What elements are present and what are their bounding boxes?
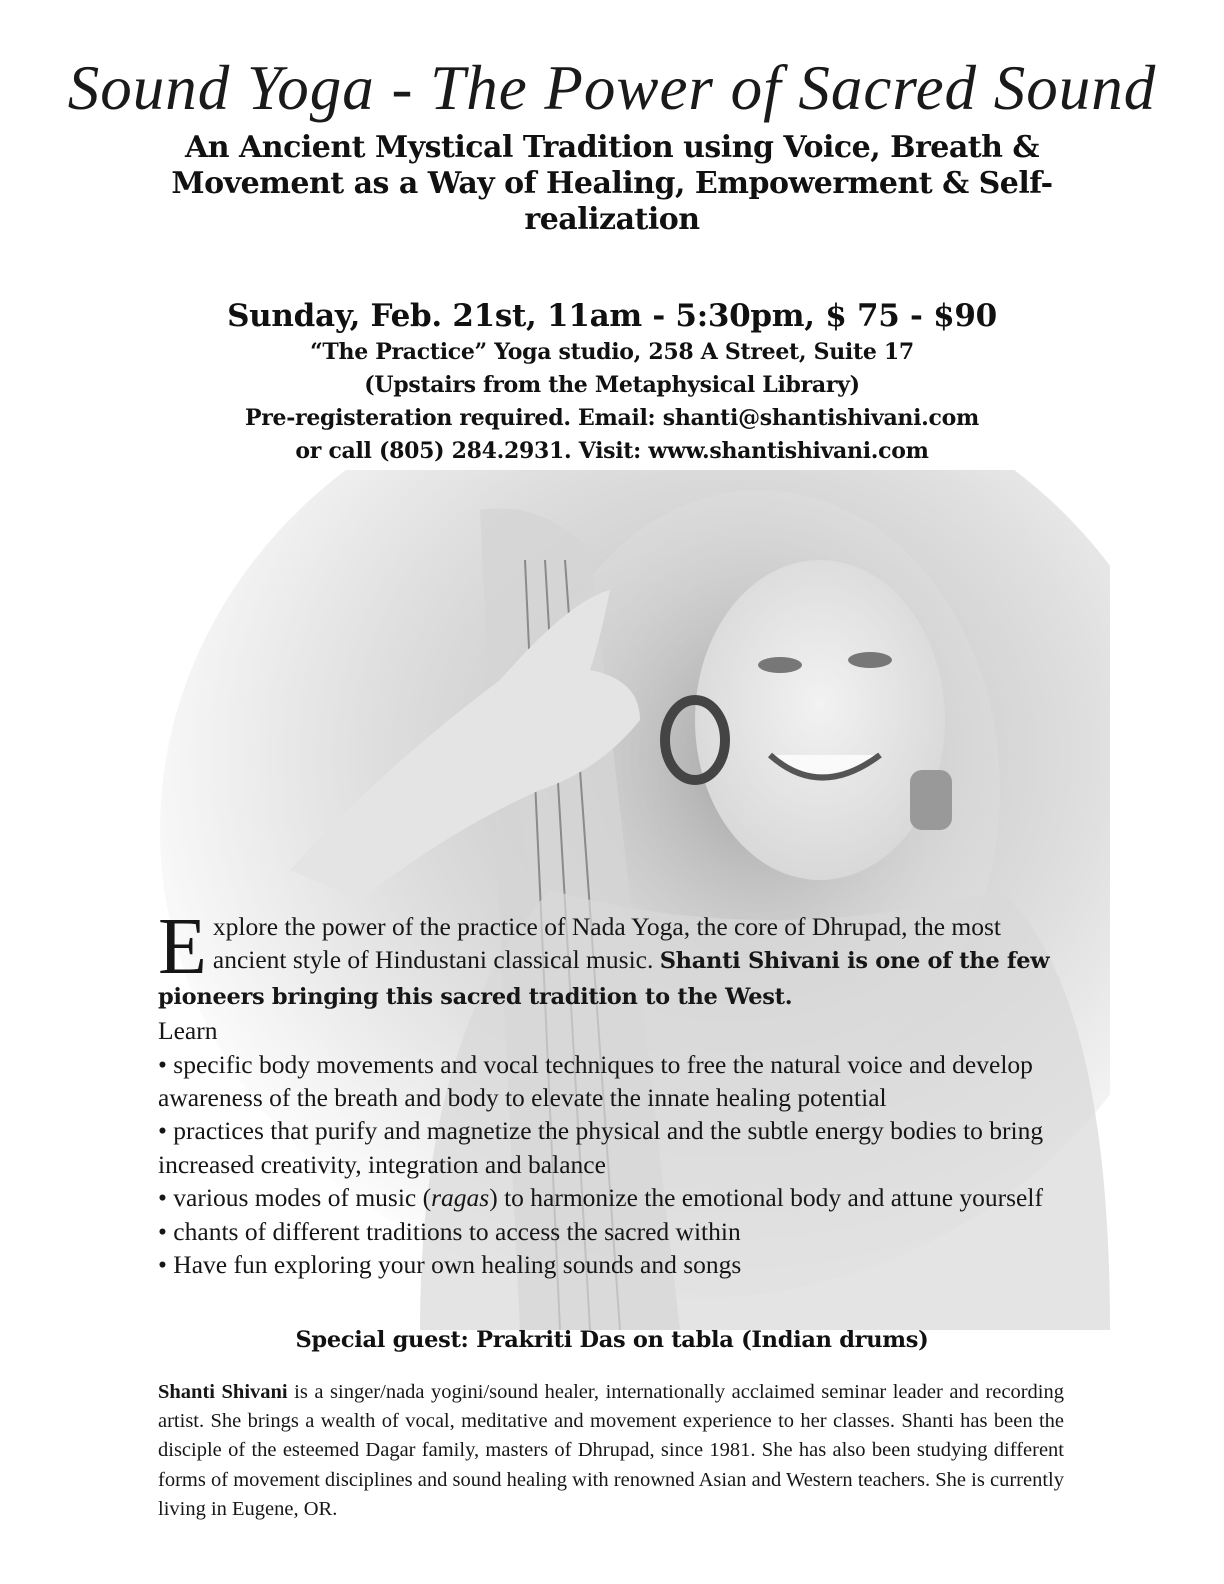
event-venue: “The Practice” Yoga studio, 258 A Street, Suite 17 [310,339,914,365]
event-registration: Pre-registeration required. Email: shanti@shantishivani.com [245,405,979,431]
event-info [0,296,1224,468]
bullet-text: ) to harmonize the emotional body and attune yourself [489,1183,1043,1213]
bullet-item: • Have fun exploring your own healing sounds and songs [158,1250,742,1280]
subtitle-line-2: Movement as a Way of Healing, Empowerment & Self- [171,166,1053,201]
flyer-subtitle [120,130,1104,238]
bullet-item: • chants of different traditions to access the sacred within [158,1216,741,1246]
ragas-term: ragas [431,1183,490,1213]
learn-heading: Learn [158,1016,218,1046]
bio-text: is a singer/nada yogini/sound healer, internationally acclaimed seminar leader and recording artist. She brings a wealth of vocal, meditative and movement experience to her classes. Shanti has been the disciple of the esteemed Dagar family, masters of Dhrupad, since 1981. She has also been studying different forms of movement disciplines and sound healing with renowned Asian and Western teachers. She is currently living in Eugene, OR. [158,1381,1065,1520]
bio-paragraph [158,1378,1064,1524]
intro-text: xplore the power of the practice of Nada Yoga, the core of Dhrupad, the most ancient style of Hindustani classical music. [212,912,1001,975]
event-date: Sunday, Feb. 21st, 11am - 5:30pm, $ 75 - $90 [227,298,997,334]
bullet-item: • practices that purify and magnetize the physical and the subtle energy bodies to bring increased creativity, integration and balance [158,1116,1044,1179]
bullet-item [158,1181,1064,1214]
bio-name: Shanti Shivani [158,1381,288,1403]
description-body [158,903,1064,1281]
intro-bold-text: Shanti Shivani is one of the few pioneers bringing this sacred tradition to the West. [158,948,1050,1010]
subtitle-line-3: realization [524,202,700,237]
dropcap-letter: E [158,903,207,991]
event-venue-note: (Upstairs from the Metaphysical Library) [364,372,860,398]
bullet-text: • various modes of music ( [158,1183,432,1213]
intro-paragraph [158,903,1064,1014]
special-guest: Special guest: Prakriti Das on tabla (Indian drums) [295,1327,929,1353]
subtitle-line-1: An Ancient Mystical Tradition using Voice, Breath & [185,130,1039,165]
flyer-title: Sound Yoga - The Power of Sacred Sound [67,53,1157,123]
event-contact: or call (805) 284.2931. Visit: www.shantishivani.com [295,438,929,464]
bullet-item: • specific body movements and vocal techniques to free the natural voice and develop awareness of the breath and body to elevate the innate healing potential [158,1049,1033,1113]
